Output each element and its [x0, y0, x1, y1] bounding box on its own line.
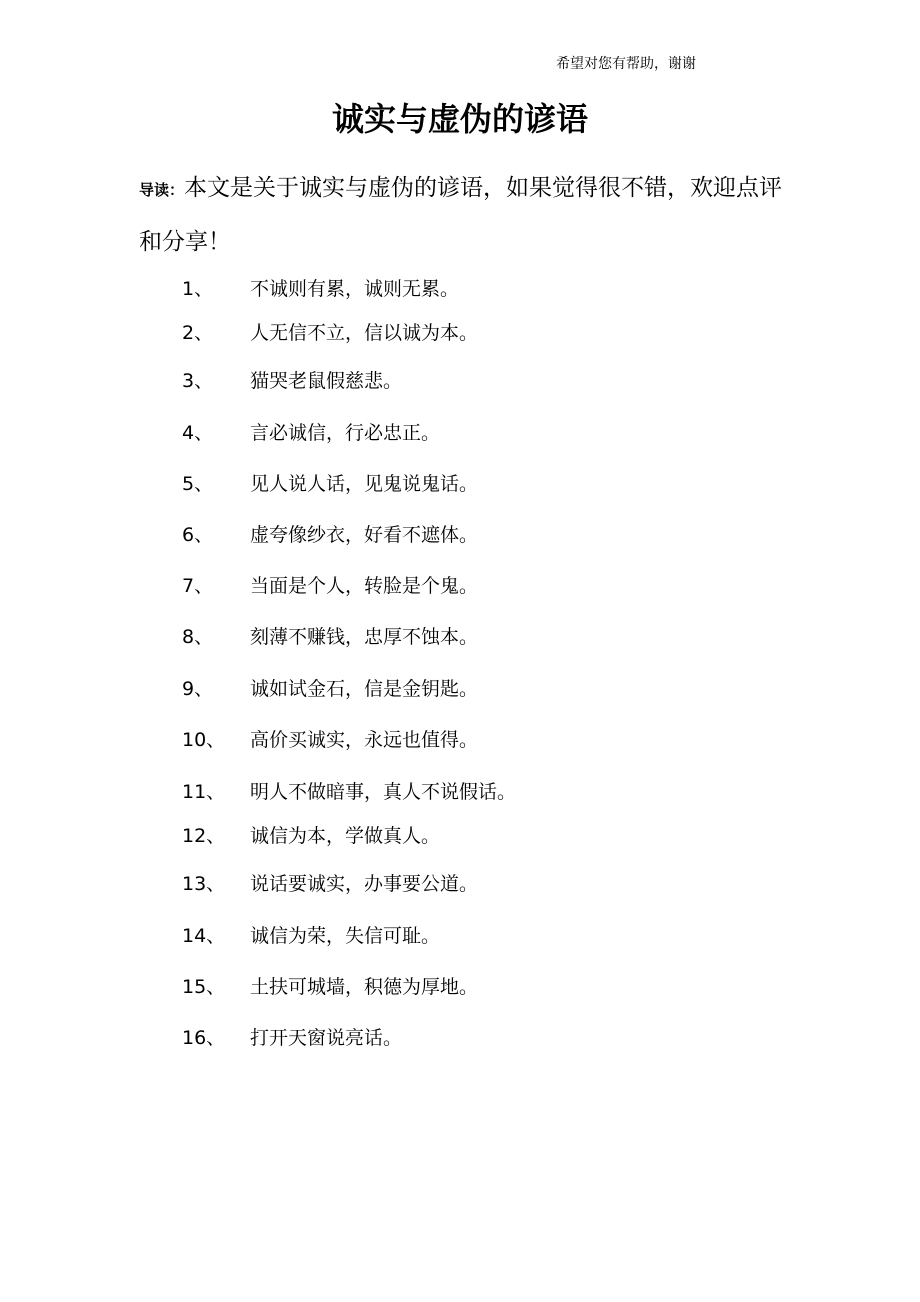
list-item: [182, 1023, 782, 1053]
item-number: 14、: [182, 925, 226, 947]
item-number: 4、: [182, 422, 214, 444]
item-number: 12、: [182, 825, 226, 847]
list-item: [182, 725, 782, 755]
item-text: 当面是个人，转脸是个鬼。: [250, 575, 479, 597]
intro-label: 导读：: [139, 181, 185, 199]
item-number: 10、: [182, 729, 226, 751]
item-number: 9、: [182, 678, 214, 700]
item-text: 虚夸像纱衣，好看不遮体。: [250, 524, 479, 546]
list-item: [182, 821, 782, 851]
list-item: [182, 520, 782, 550]
item-text: 高价买诚实，永远也值得。: [250, 729, 479, 751]
list-item: [182, 571, 782, 601]
item-number: 5、: [182, 473, 214, 495]
list-item: [182, 274, 782, 304]
item-text: 明人不做暗事，真人不说假话。: [250, 781, 517, 803]
item-text: 不诚则有累，诚则无累。: [250, 278, 460, 300]
intro-text: 本文是关于诚实与虚伪的谚语，如果觉得很不错，欢迎点评和分享！: [139, 175, 783, 255]
list-item: [182, 318, 782, 348]
item-text: 诚如试金石，信是金钥匙。: [250, 678, 479, 700]
intro-paragraph: [139, 162, 789, 268]
list-item: [182, 469, 782, 499]
item-text: 见人说人话，见鬼说鬼话。: [250, 473, 479, 495]
list-item: [182, 366, 782, 396]
item-number: 13、: [182, 873, 226, 895]
item-number: 6、: [182, 524, 214, 546]
list-item: [182, 972, 782, 1002]
item-text: 猫哭老鼠假慈悲。: [250, 370, 403, 392]
item-number: 16、: [182, 1027, 226, 1049]
item-text: 诚信为荣，失信可耻。: [250, 925, 441, 947]
item-text: 土扶可城墙，积德为厚地。: [250, 976, 479, 998]
list-item: [182, 674, 782, 704]
list-item: [182, 777, 782, 807]
item-text: 言必诚信，行必忠正。: [250, 422, 441, 444]
list-item: [182, 622, 782, 652]
item-number: 7、: [182, 575, 214, 597]
item-number: 1、: [182, 278, 214, 300]
item-number: 15、: [182, 976, 226, 998]
item-text: 说话要诚实，办事要公道。: [250, 873, 479, 895]
item-text: 刻薄不赚钱，忠厚不蚀本。: [250, 626, 479, 648]
page-title: 诚实与虚伪的谚语: [331, 100, 588, 138]
item-text: 打开天窗说亮话。: [250, 1027, 403, 1049]
item-number: 8、: [182, 626, 214, 648]
item-number: 11、: [182, 781, 226, 803]
item-number: 2、: [182, 322, 214, 344]
list-item: [182, 418, 782, 448]
item-number: 3、: [182, 370, 214, 392]
list-item: [182, 921, 782, 951]
item-text: 人无信不立，信以诚为本。: [250, 322, 479, 344]
item-text: 诚信为本，学做真人。: [250, 825, 441, 847]
list-item: [182, 869, 782, 899]
header-note: 希望对您有帮助，谢谢: [556, 56, 696, 72]
